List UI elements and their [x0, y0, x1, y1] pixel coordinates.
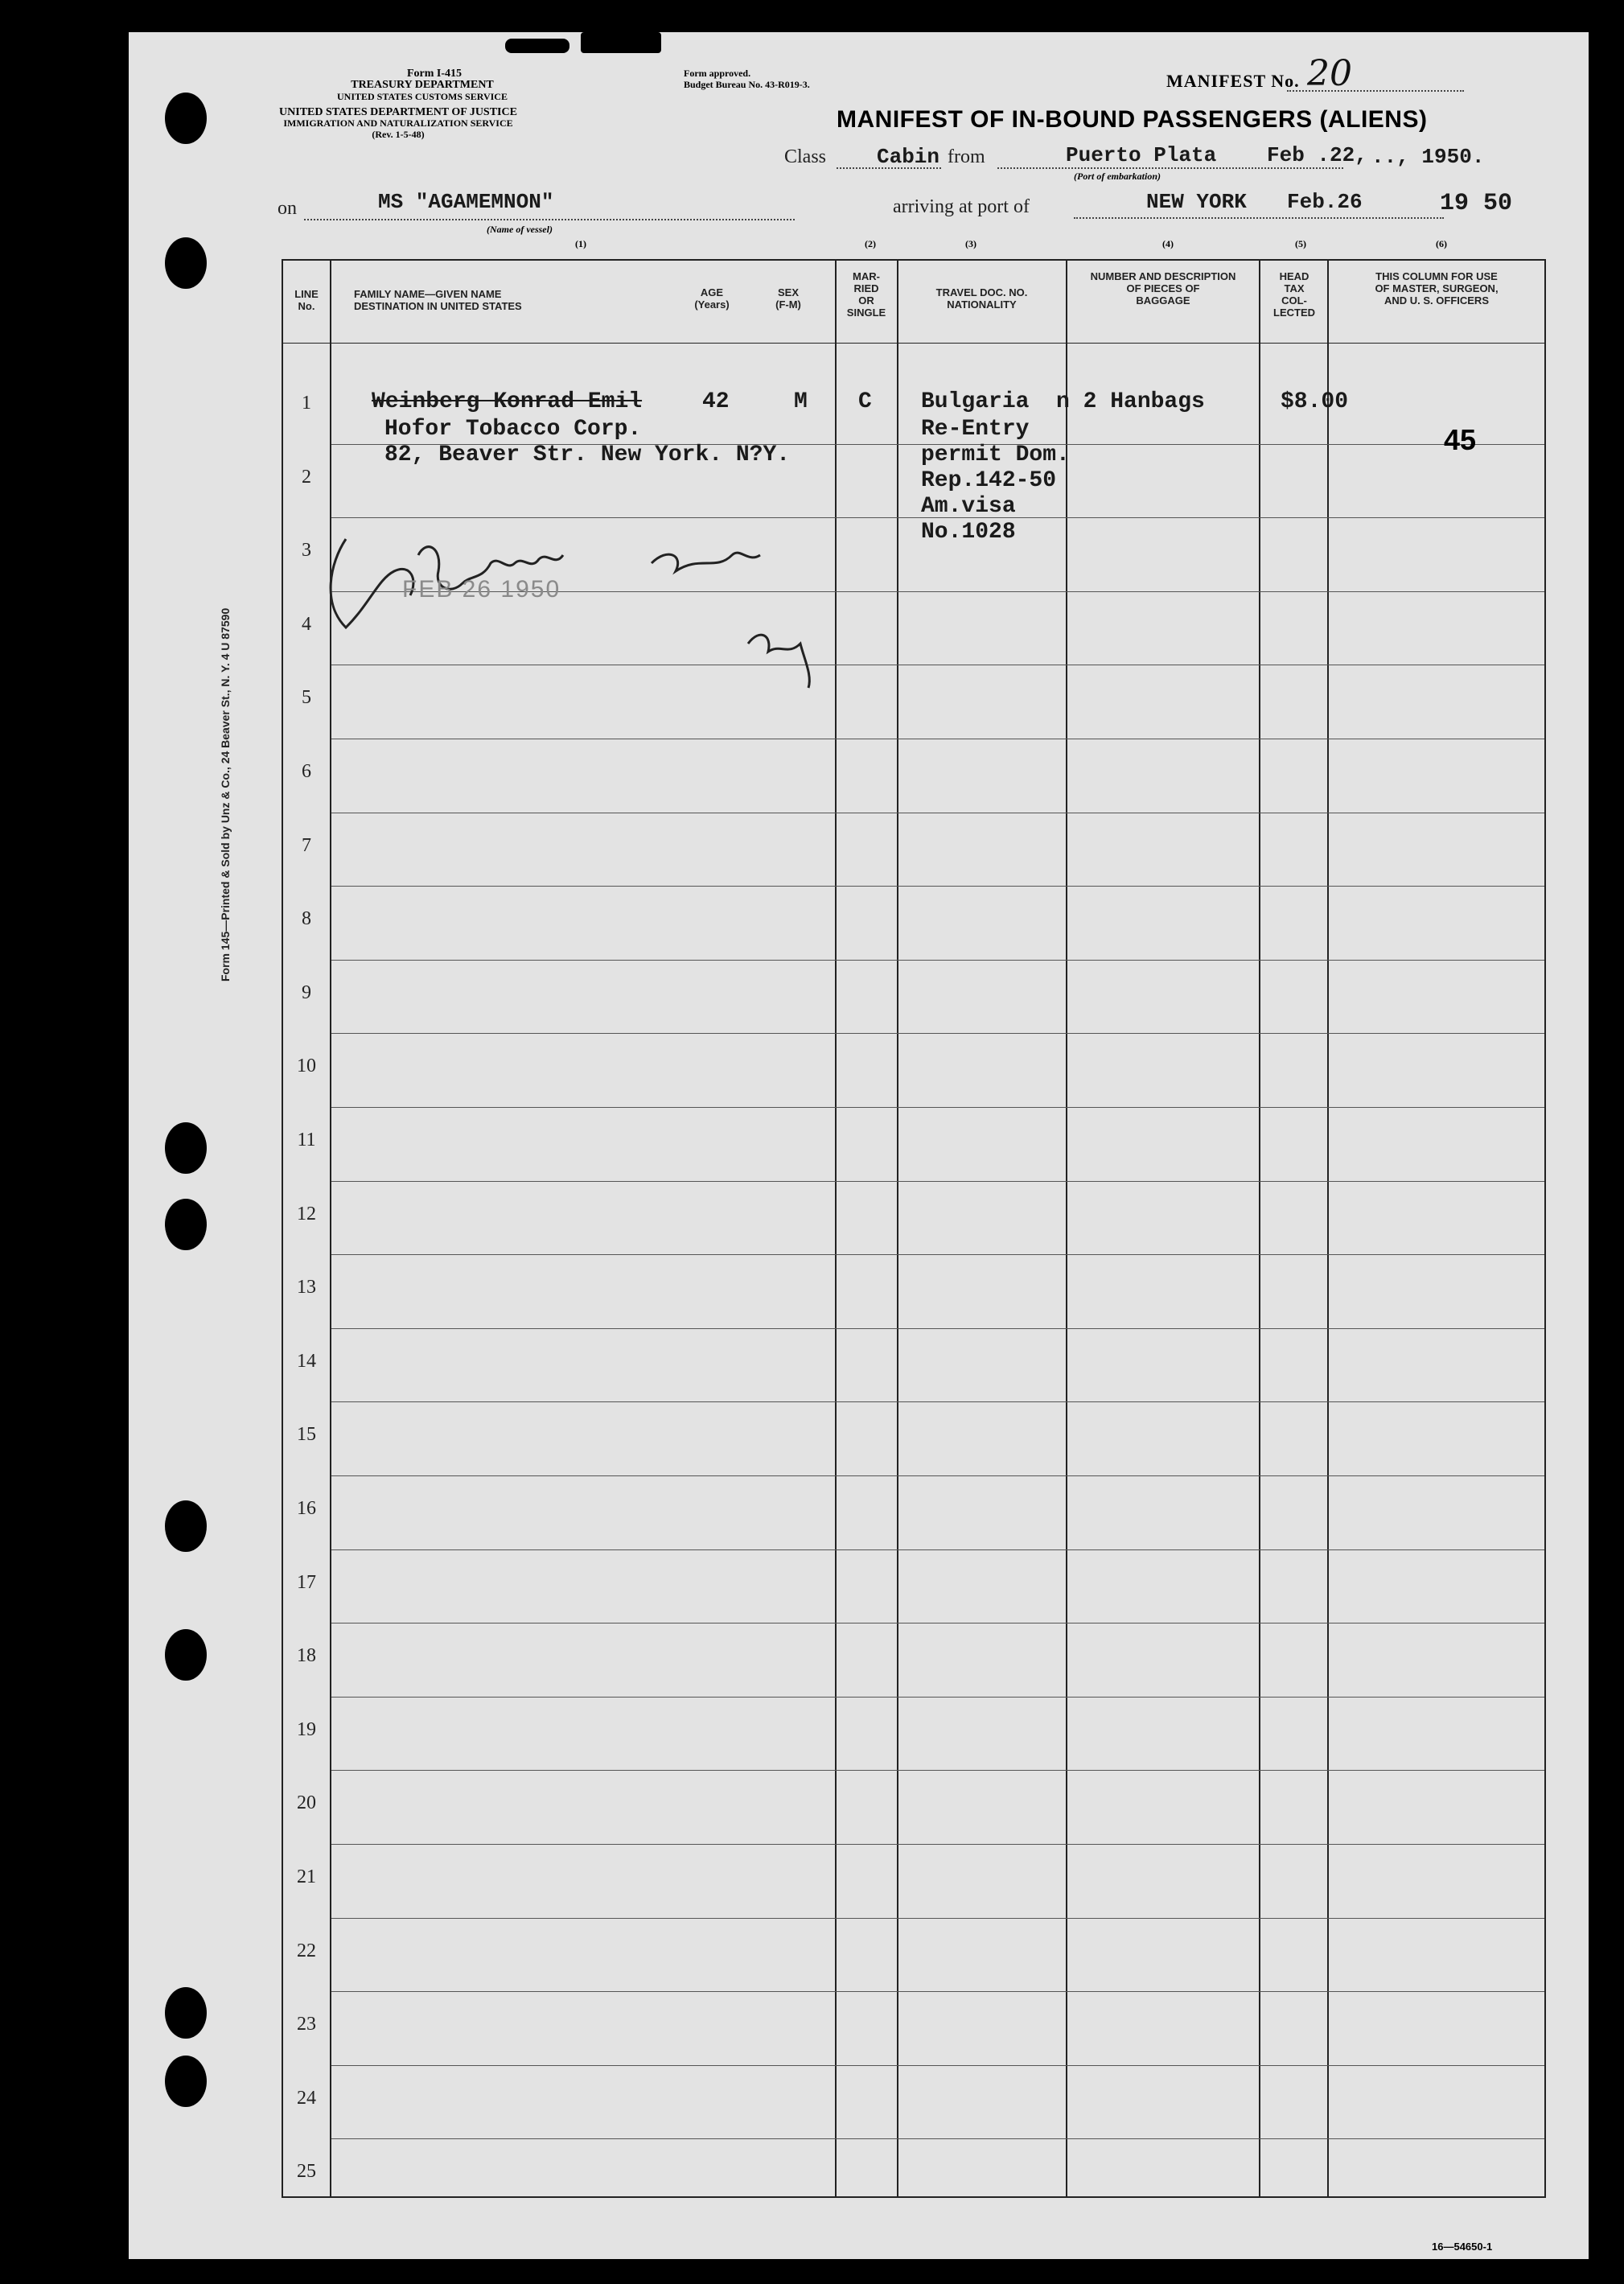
col-1-mark: (1) [575, 238, 586, 249]
destination-line-1: Hofor Tobacco Corp. [384, 417, 642, 442]
punch-hole [165, 1500, 207, 1552]
manifest-page [129, 32, 1589, 2259]
header-line-no: LINE No. [294, 288, 319, 312]
on-label: on [278, 198, 297, 219]
table-right-border [1544, 259, 1546, 2198]
class-value: Cabin [877, 145, 940, 169]
header-bottom-border [282, 343, 1546, 344]
header-travel: TRAVEL DOC. NO. NATIONALITY [935, 286, 1028, 311]
header-baggage: NUMBER AND DESCRIPTION OF PIECES OF BAGGAGE [1090, 270, 1236, 307]
col-6-mark: (6) [1436, 238, 1447, 249]
line-number: 10 [297, 1056, 316, 1077]
header-married: MAR- RIED OR SINGLE [846, 270, 886, 319]
travel-doc-3: permit Dom. [921, 442, 1070, 467]
travel-doc-2: Re-Entry [921, 417, 1030, 442]
header-age: AGE (Years) [694, 286, 730, 311]
line-number: 9 [302, 982, 311, 1003]
from-port: Puerto Plata [1066, 143, 1217, 167]
immigration-service: IMMIGRATION AND NATURALIZATION SERVICE [283, 117, 513, 129]
row-divider [331, 960, 1544, 961]
baggage-description: n 2 Hanbags [1056, 389, 1205, 414]
from-label: from [948, 146, 985, 167]
officer-number: 45 [1444, 423, 1477, 456]
manifest-label: MANIFEST No. [1166, 71, 1300, 91]
line-number: 14 [297, 1350, 316, 1372]
budget-bureau: Budget Bureau No. 43-R019-3. [684, 79, 810, 90]
line-number: 2 [302, 466, 311, 488]
treasury-department: TREASURY DEPARTMENT [351, 79, 494, 91]
departure-date: Feb .22, [1267, 143, 1367, 167]
destination-line-2: 82, Beaver Str. New York. N?Y. [384, 442, 791, 467]
line-number: 23 [297, 2014, 316, 2035]
line-number: 19 [297, 1718, 316, 1740]
line-number: 7 [302, 834, 311, 856]
row-divider [331, 1181, 1544, 1182]
vessel-name: MS "AGAMEMNON" [378, 190, 554, 214]
punch-hole [165, 2056, 207, 2107]
punch-hole [165, 1987, 207, 2039]
line-number: 8 [302, 908, 311, 930]
row-divider [331, 1254, 1544, 1255]
passenger-age: 42 [702, 389, 730, 414]
row-divider [331, 1697, 1544, 1698]
row-divider [331, 1770, 1544, 1771]
line-number: 3 [302, 540, 311, 562]
line-number: 15 [297, 1424, 316, 1446]
manifest-number: 20 [1307, 53, 1352, 94]
line-number: 25 [297, 2161, 316, 2183]
line-number: 17 [297, 1571, 316, 1593]
header-officers: THIS COLUMN FOR USE OF MASTER, SURGEON, AND U. S. OFFICERS [1375, 270, 1499, 307]
dept-justice: UNITED STATES DEPARTMENT OF JUSTICE [279, 106, 517, 118]
table-bottom-border [282, 2196, 1546, 2198]
line-number: 1 [302, 393, 311, 414]
row-divider [331, 886, 1544, 887]
vessel-note: (Name of vessel) [487, 224, 553, 235]
line-number: 20 [297, 1792, 316, 1814]
row-divider [331, 1401, 1544, 1402]
row-divider [331, 1844, 1544, 1845]
punch-hole [165, 1122, 207, 1174]
line-number: 6 [302, 761, 311, 782]
line-number: 5 [302, 687, 311, 709]
handwritten-signature [298, 507, 925, 700]
arriving-label: arriving at port of [893, 196, 1030, 217]
header-sex: SEX (F-M) [775, 286, 801, 311]
form-approved: Form approved. [684, 68, 751, 79]
row-divider [331, 1107, 1544, 1108]
arrival-date: Feb.26 [1287, 190, 1363, 214]
col-3-mark: (3) [965, 238, 976, 249]
ink-blot [581, 32, 661, 53]
punch-hole [165, 1199, 207, 1250]
class-label: Class [784, 146, 827, 167]
line-number: 13 [297, 1277, 316, 1298]
row-divider [331, 1991, 1544, 1992]
table-top-border [282, 259, 1546, 261]
passenger-sex: M [794, 389, 808, 414]
line-number: 24 [297, 2087, 316, 2109]
passenger-name: Weinberg Konrad Emil [372, 389, 643, 414]
ink-blot [505, 39, 569, 53]
revision: (Rev. 1-5-48) [372, 129, 425, 140]
travel-doc-4: Rep.142-50 [921, 468, 1057, 493]
port-note: (Port of embarkation) [1074, 171, 1161, 182]
line-number: 11 [297, 1130, 316, 1150]
line-number: 18 [297, 1645, 316, 1667]
row-divider [331, 2065, 1544, 2066]
col-4-mark: (4) [1162, 238, 1174, 249]
printer-side-text: Form 145—Printed & Sold by Unz & Co., 24 Beaver St., N. Y. 4 U 87590 [219, 607, 232, 982]
header-name: FAMILY NAME—GIVEN NAME DESTINATION IN UNITED STATES [354, 288, 522, 312]
line-number: 16 [297, 1498, 316, 1519]
travel-doc-1: Bulgaria [921, 389, 1030, 414]
line-number: 4 [302, 613, 311, 635]
travel-doc-5: Am.visa [921, 494, 1016, 519]
col-5-mark: (5) [1295, 238, 1306, 249]
line-number: 22 [297, 1940, 316, 1961]
row-divider [331, 2138, 1544, 2139]
passenger-married: C [858, 389, 872, 414]
punch-hole [165, 237, 207, 289]
form-number: Form I-415 [406, 68, 463, 80]
line-number: 21 [297, 1866, 316, 1887]
punch-hole [165, 1629, 207, 1681]
row-divider [331, 1033, 1544, 1034]
row-divider [331, 1328, 1544, 1329]
travel-doc-6: No.1028 [921, 520, 1016, 545]
arrival-year: 19 50 [1440, 190, 1513, 217]
row-divider [331, 1549, 1544, 1550]
head-tax: $8.00 [1281, 389, 1349, 414]
footer-code: 16—54650-1 [1432, 2241, 1493, 2253]
col-2-mark: (2) [865, 238, 876, 249]
header-tax: HEAD TAX COL- LECTED [1273, 270, 1315, 319]
manifest-title: MANIFEST OF IN-BOUND PASSENGERS (ALIENS) [837, 106, 1428, 133]
row-divider [331, 1918, 1544, 1919]
customs-service: UNITED STATES CUSTOMS SERVICE [337, 91, 508, 102]
departure-year: .., 1950. [1371, 145, 1485, 169]
line-number: 12 [297, 1203, 316, 1224]
punch-hole [165, 93, 207, 144]
arrival-port: NEW YORK [1146, 190, 1247, 214]
received-date-stamp: FEB 26 1950 [402, 576, 561, 603]
row-divider [331, 1475, 1544, 1476]
